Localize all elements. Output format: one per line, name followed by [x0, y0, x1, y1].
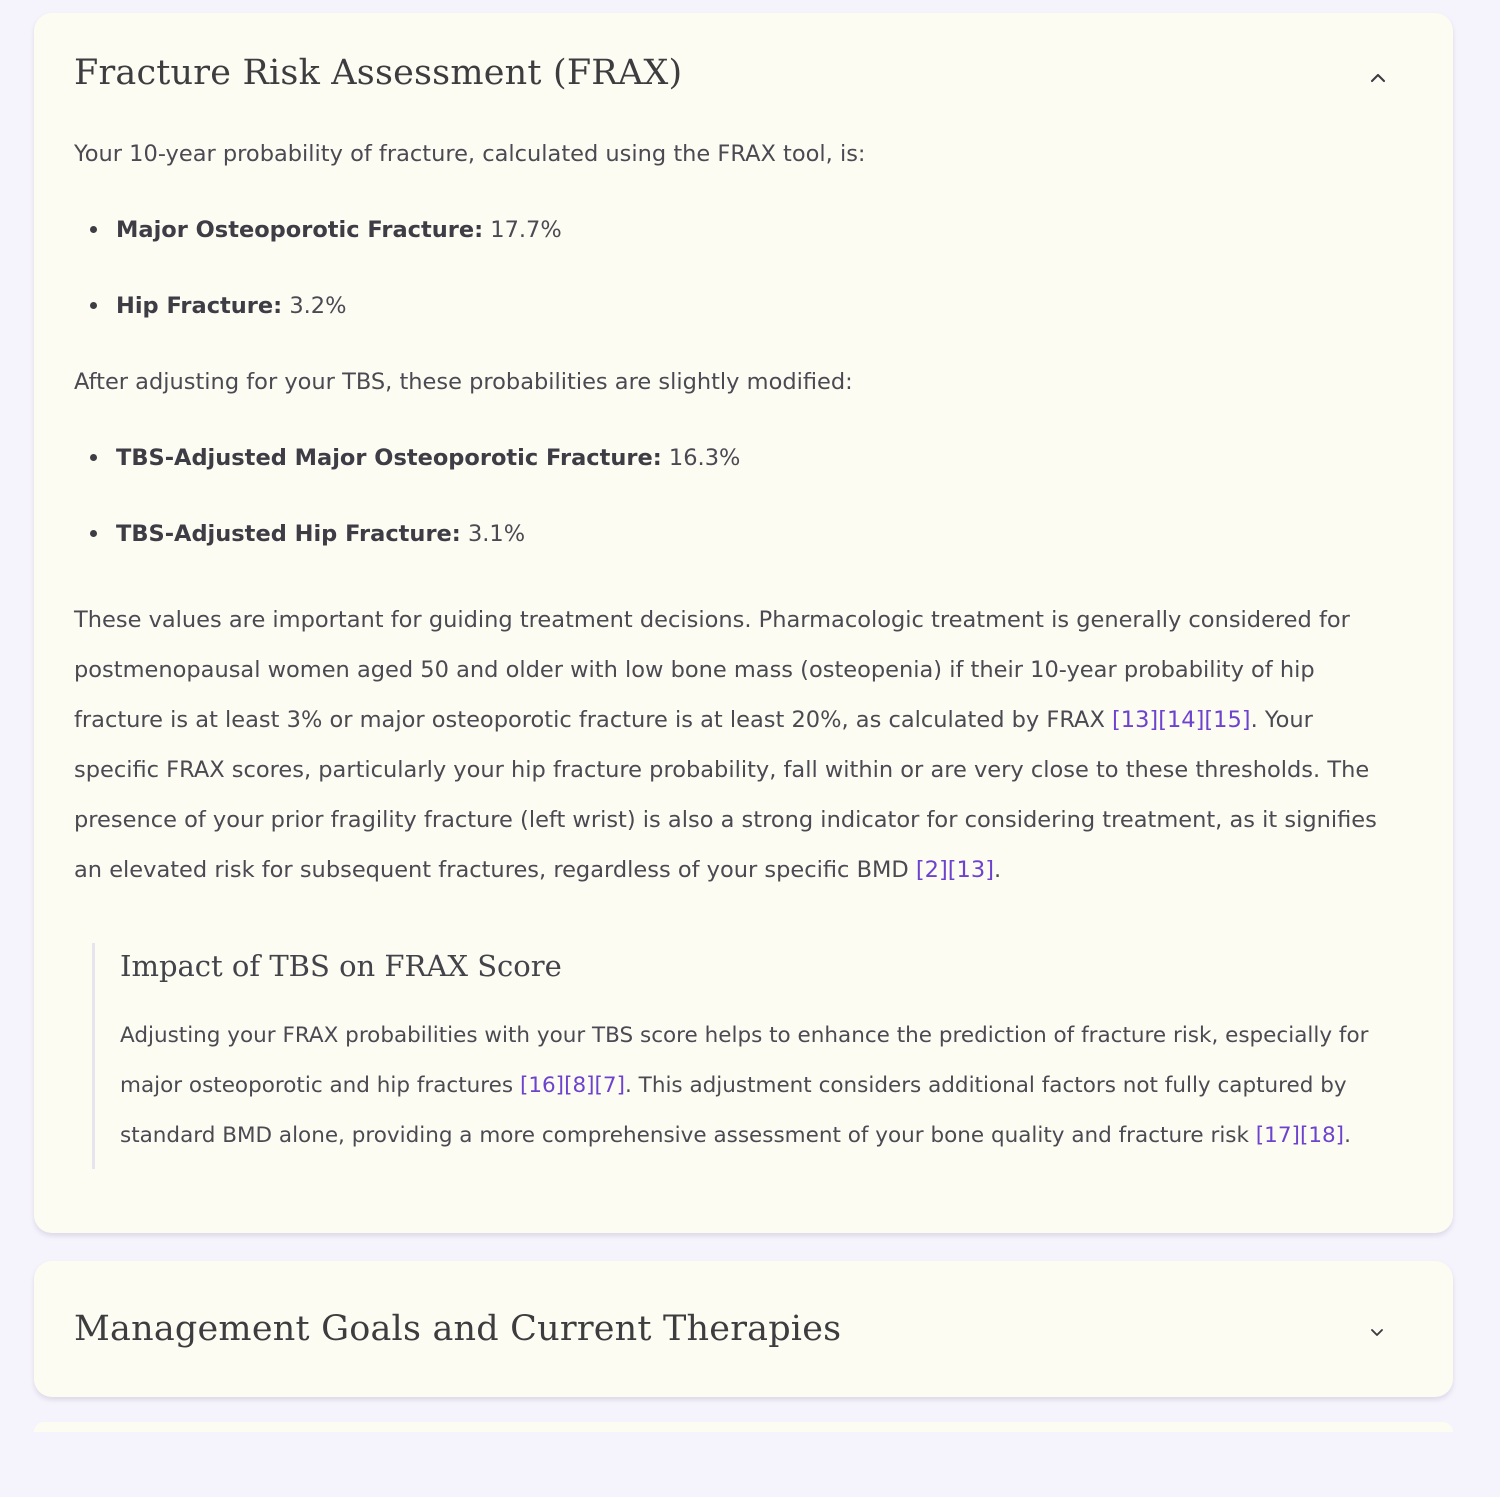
- collapse-section-button[interactable]: [1359, 59, 1397, 97]
- paragraph-text: .: [993, 857, 1002, 883]
- bullet-dot: [90, 302, 97, 309]
- bullet-dot: [90, 530, 97, 537]
- chevron-up-icon: [1365, 79, 1391, 94]
- paragraph-text: .: [1344, 1123, 1351, 1148]
- paragraph-text: . This adjustment considers additional factors not fully captured by standard BMD alone, providing a more comprehensive assessment of your bone quality and fracture risk: [120, 1073, 1347, 1148]
- paragraph-text: These values are important for guiding treatment decisions. Pharmacologic treatment is generally considered for postmenopausal women aged 50 and older with low bone mass (osteopenia) if their 10-year probability of hip fracture is at least 3% or major osteoporotic fracture is at least 20%, as calculated by FRAX: [74, 607, 1350, 733]
- tbs-impact-title: Impact of TBS on FRAX Score: [120, 949, 562, 983]
- paragraph-text: Adjusting your FRAX probabilities with your TBS score helps to enhance the prediction of fracture risk, especially for major osteoporotic and hip fractures: [120, 1023, 1369, 1098]
- item-value: 3.2%: [289, 293, 347, 319]
- treatment-guidance-paragraph: [74, 595, 1399, 895]
- item-label: Major Osteoporotic Fracture:: [116, 217, 484, 243]
- bullet-dot: [90, 226, 97, 233]
- management-section-title: Management Goals and Current Therapies: [74, 1309, 842, 1349]
- citation-link[interactable]: [15]: [1204, 707, 1251, 733]
- item-label: TBS-Adjusted Hip Fracture:: [116, 521, 461, 547]
- expand-section-button[interactable]: [1359, 1314, 1395, 1350]
- chevron-down-icon: [1365, 1332, 1389, 1347]
- item-value: 17.7%: [490, 217, 562, 243]
- frax-intro-text: Your 10-year probability of fracture, calculated using the FRAX tool, is:: [74, 141, 866, 167]
- item-value: 16.3%: [668, 445, 741, 471]
- bullet-dot: [90, 454, 97, 461]
- frax-section-header[interactable]: [74, 53, 1399, 97]
- tbs-impact-subsection: [92, 943, 1399, 1169]
- item-value: 3.1%: [467, 521, 526, 547]
- citation-link[interactable]: [14]: [1158, 707, 1205, 733]
- list-item: [74, 517, 1399, 551]
- item-label: TBS-Adjusted Major Osteoporotic Fracture:: [116, 445, 662, 471]
- citation-link[interactable]: [7]: [594, 1073, 626, 1098]
- citation-link[interactable]: [16]: [519, 1073, 565, 1098]
- tbs-adjustment-note: After adjusting for your TBS, these probabilities are slightly modified:: [74, 369, 853, 395]
- citation-link[interactable]: [17]: [1255, 1123, 1300, 1148]
- citation-link[interactable]: [13]: [947, 857, 994, 883]
- citation-link[interactable]: [13]: [1112, 707, 1159, 733]
- tbs-impact-paragraph: [120, 1011, 1399, 1161]
- next-card-top-edge: [34, 1422, 1453, 1432]
- list-item: [74, 441, 1399, 475]
- list-item: [74, 289, 1399, 323]
- citation-link[interactable]: [2]: [915, 857, 948, 883]
- list-item: [74, 213, 1399, 247]
- citation-link[interactable]: [8]: [564, 1073, 595, 1098]
- management-card[interactable]: [34, 1261, 1453, 1397]
- paragraph-text: . Your specific FRAX scores, particularly your hip fracture probability, fall within or are very close to these thresholds. The presence of your prior fragility fracture (left wrist) is also a strong indicator for considering treatment, as it signifies an elevated risk for subsequent fractures, regardless of your specific BMD: [74, 707, 1377, 883]
- frax-risk-list: [74, 213, 1399, 323]
- tbs-adjusted-risk-list: [74, 441, 1399, 551]
- frax-section-title: Fracture Risk Assessment (FRAX): [74, 53, 683, 93]
- item-label: Hip Fracture:: [116, 293, 283, 319]
- frax-card: [34, 13, 1453, 1233]
- citation-link[interactable]: [18]: [1299, 1123, 1345, 1148]
